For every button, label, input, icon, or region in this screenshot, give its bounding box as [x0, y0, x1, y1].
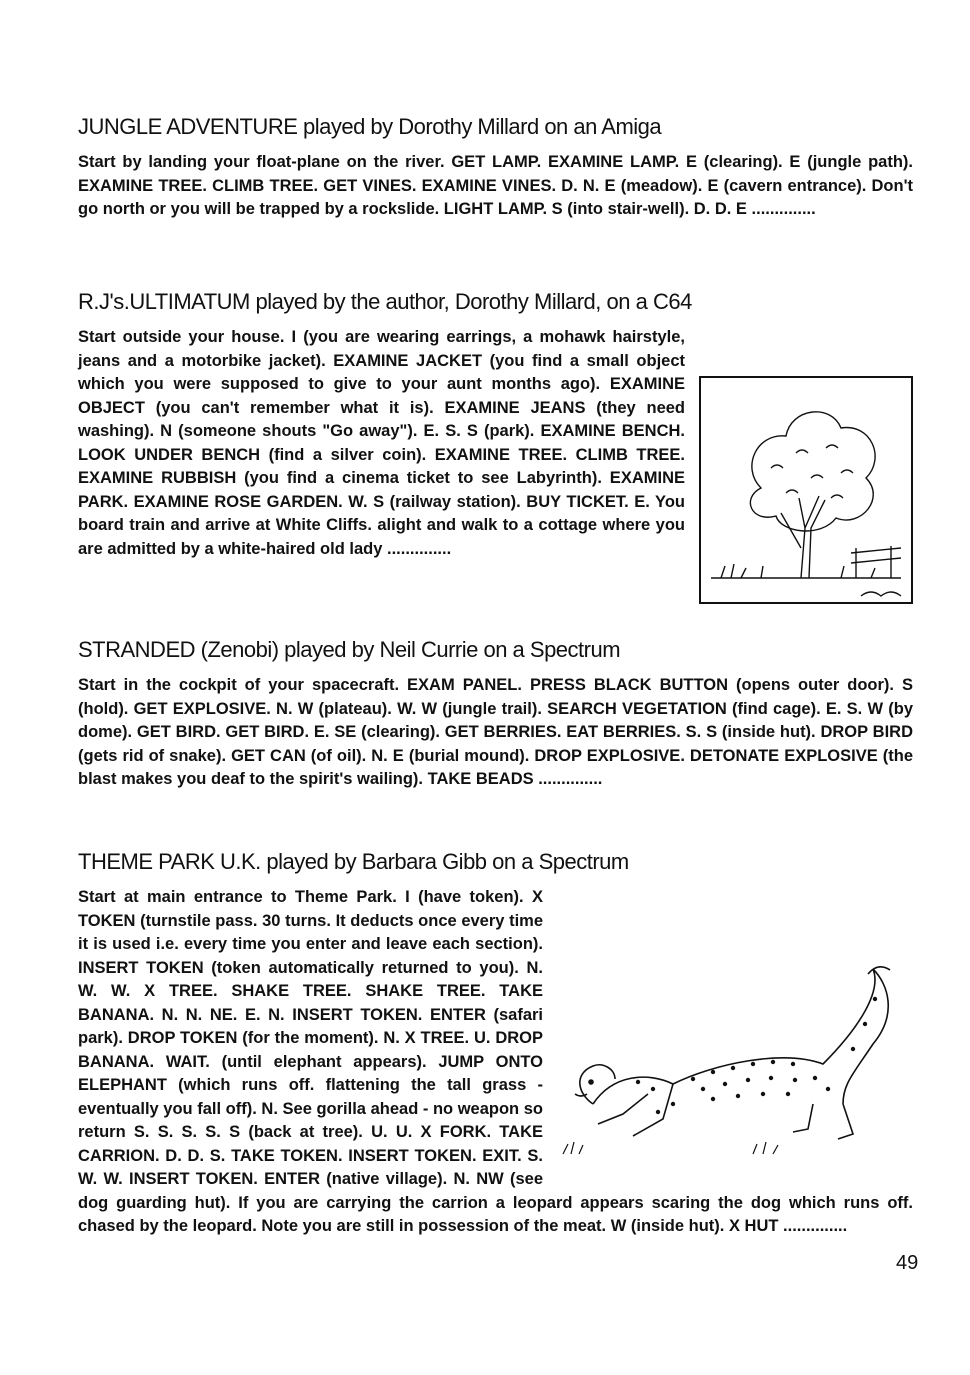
- walkthrough-text: Start outside your house. I (you are wearing earrings, a mohawk hairstyle, jeans and a motorbike jacket). EXAMINE JACKET (you find a small object which you were supposed to give to your aunt months ago). EXAMINE OBJECT (you can't remember what it is). EXAMINE JEANS (they need washing). N (someone shouts "Go away"). E. S. S (park). EXAMINE BENCH. LOOK UNDER BENCH (find a silver coin). EXAMINE TREE. CLIMB TREE. EXAMINE RUBBISH (you find a cinema ticket to see Labyrinth). EXAMINE PARK. EXAMINE ROSE GARDEN. W. S (railway station). BUY TICKET. E. You board train and arrive at White Cliffs. alight and walk to a cottage where you are admitted by a white-haired old lady ..............: [78, 328, 685, 558]
- section-heading: THEME PARK U.K. played by Barbara Gibb on a Spectrum: [78, 849, 629, 874]
- walkthrough-text: Start in the cockpit of your spacecraft. EXAM PANEL. PRESS BLACK BUTTON (opens outer door). S (hold). GET EXPLOSIVE. N. W (plateau). W. W (jungle trail). SEARCH VEGETATION (find cage). E. S. W (by dome). GET BIRD. GET BIRD. E. SE (clearing). GET BERRIES. EAT BERRIES. S. S (inside hut). DROP BIRD (gets rid of snake). GET CAN (of oil). N. E (burial mound). DROP EXPLOSIVE. DETONATE EXPLOSIVE (the blast makes you deaf to the spirit's wailing). TAKE BEADS ..............: [78, 676, 913, 788]
- section-heading: JUNGLE ADVENTURE played by Dorothy Millard on an Amiga: [78, 114, 662, 139]
- tree-illustration: [699, 376, 913, 604]
- section-rj-ultimatum: [78, 288, 913, 610]
- page-number: 49: [896, 1252, 919, 1274]
- section-theme-park-uk: [78, 848, 913, 1239]
- walkthrough-text: Start by landing your float-plane on the river. GET LAMP. EXAMINE LAMP. E (clearing). E (jungle path). EXAMINE TREE. CLIMB TREE. GET VINES. EXAMINE VINES. D. N. E (meadow). E (cavern entrance). Don't go north or you will be trapped by a rockslide. LIGHT LAMP. S (into stair-well). D. D. E ..............: [78, 153, 913, 218]
- section-heading: R.J's.ULTIMATUM played by the author, Dorothy Millard, on a C64: [78, 289, 692, 314]
- section-heading: STRANDED (Zenobi) played by Neil Currie on a Spectrum: [78, 637, 621, 662]
- walkthrough-text: Start at main entrance to Theme Park. I (have token). X TOKEN (turnstile pass. 30 turns. It deducts once every time it is used i.e. every time you enter and leave each section). INSERT TOKEN (token automatically returned to you). N. W. W. X TREE. SHAKE TREE. SHAKE TREE. TAKE BANANA. N. N. NE. E. N. INSERT TOKEN. ENTER (safari park). DROP TOKEN (for the moment). N. X TREE. U. DROP BANANA. WAIT. (until elephant appears). JUMP ONTO ELEPHANT (which runs off. flattening the tall grass - eventually you fall off). N. See gorilla ahead - no weapon so return S. S. S. S. S (back at tree). U. U. X FORK. TAKE CARRION. D. D. S. TAKE TOKEN. INSERT TOKEN. EXIT. S. W. W. INSERT TOKEN. ENTER (native village). N. NW (see dog guarding hut). If you are carrying the carrion a leopard appears scaring the dog which runs off. chased by the leopard. Note you are still in possession of the meat. W (inside hut). X HUT ..............: [78, 888, 913, 1235]
- section-stranded: [78, 636, 913, 792]
- leopard-illustration: [553, 954, 913, 1174]
- section-jungle-adventure: [78, 113, 913, 222]
